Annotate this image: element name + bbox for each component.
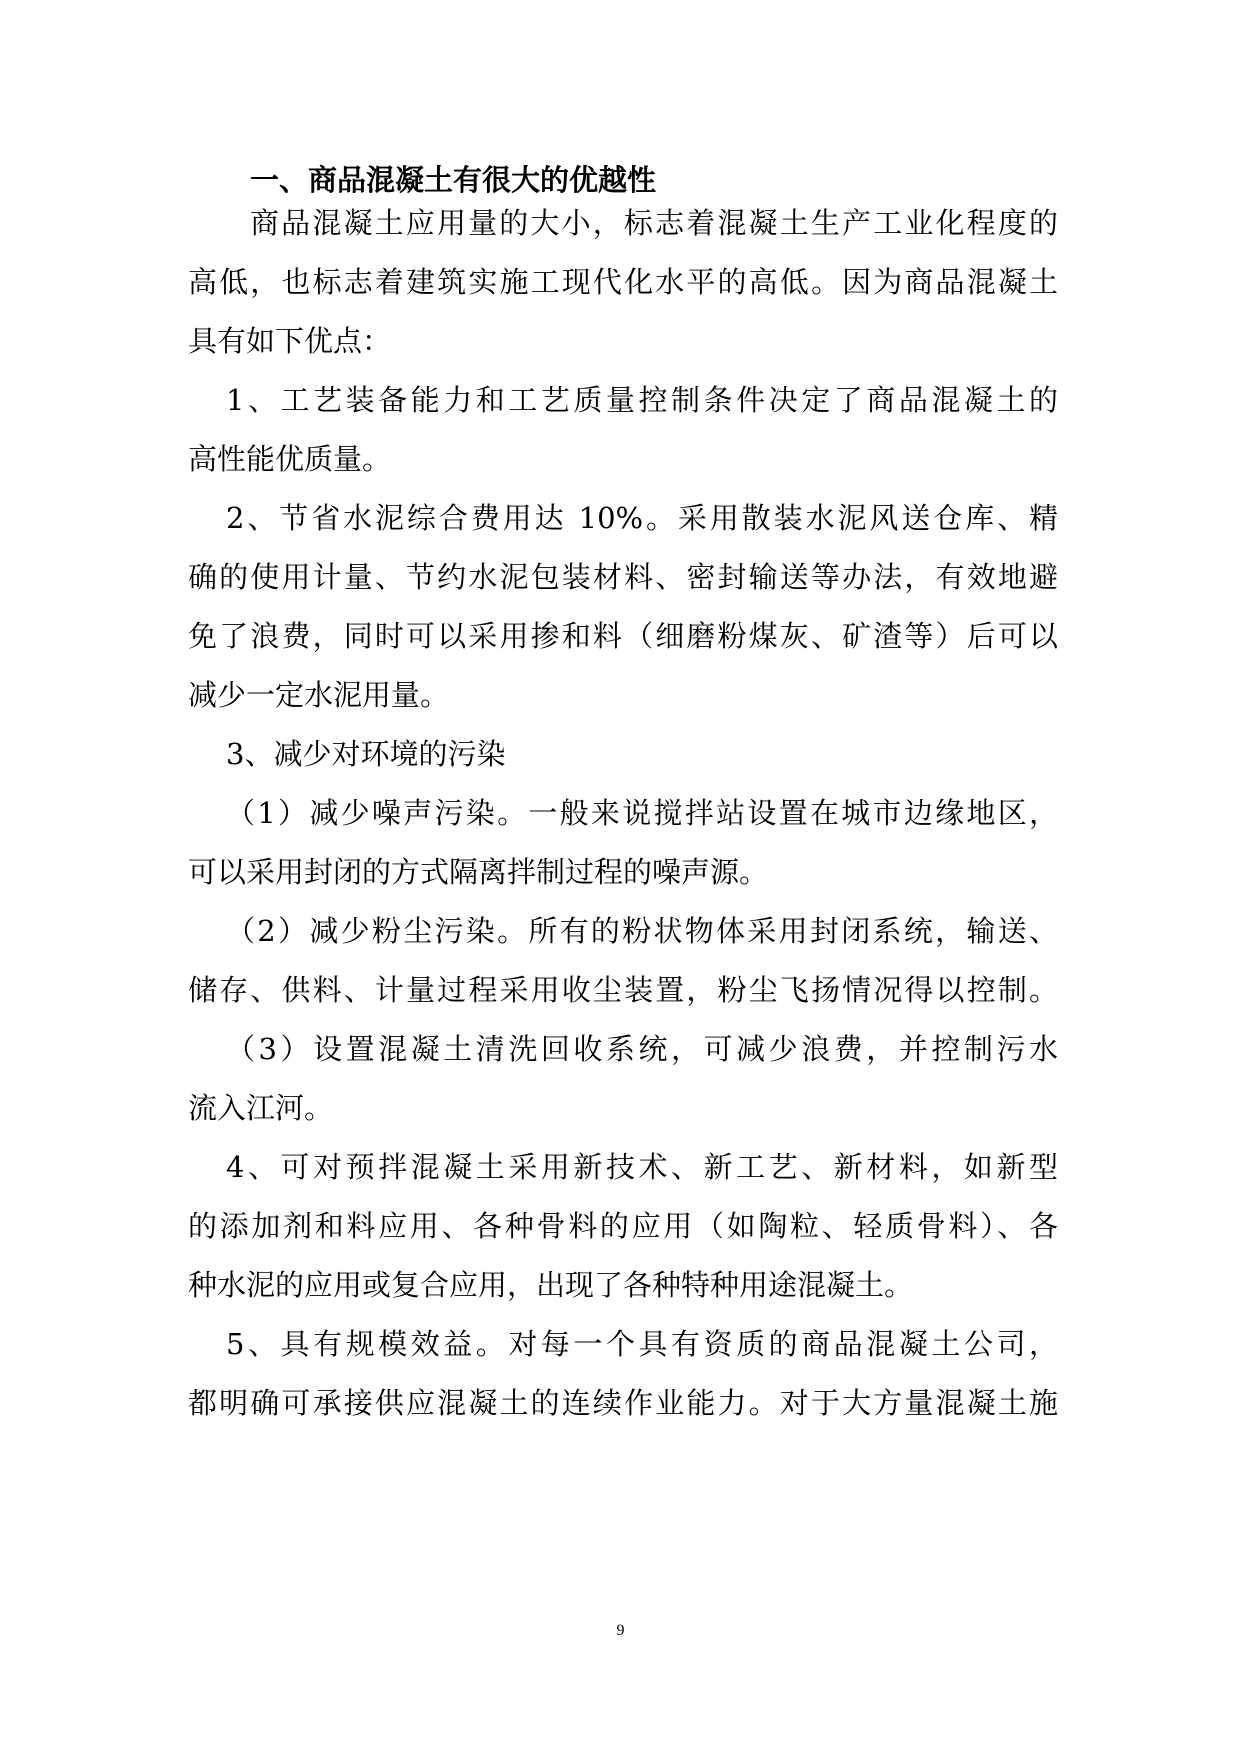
paragraph-line: （1）减少噪声污染。一般来说搅拌站设置在城市边缘地区， bbox=[226, 796, 1058, 830]
paragraph-line: 具有如下优点： bbox=[188, 324, 392, 358]
paragraph-line: 2、节省水泥综合费用达 10%。采用散装水泥风送仓库、精 bbox=[226, 501, 1058, 535]
paragraph-line: 确的使用计量、节约水泥包装材料、密封输送等办法，有效地避 bbox=[188, 560, 1058, 594]
paragraph-line: 高低，也标志着建筑实施工现代化水平的高低。因为商品混凝土 bbox=[188, 265, 1058, 299]
paragraph-line: 的添加剂和料应用、各种骨料的应用（如陶粒、轻质骨料）、各 bbox=[188, 1209, 1058, 1243]
paragraph-line: 商品混凝土应用量的大小，标志着混凝土生产工业化程度的 bbox=[250, 206, 1058, 240]
page-number: 9 bbox=[616, 1622, 625, 1639]
paragraph-line: 4、可对预拌混凝土采用新技术、新工艺、新材料，如新型 bbox=[226, 1150, 1058, 1184]
paragraph-line: 5、具有规模效益。对每一个具有资质的商品混凝土公司， bbox=[226, 1327, 1058, 1361]
paragraph-line: 高性能优质量。 bbox=[188, 442, 392, 476]
paragraph-line: 1、工艺装备能力和工艺质量控制条件决定了商品混凝土的 bbox=[226, 383, 1058, 417]
paragraph-line: （2）减少粉尘污染。所有的粉状物体采用封闭系统，输送、 bbox=[226, 914, 1058, 948]
paragraph-line: （3）设置混凝土清洗回收系统，可减少浪费，并控制污水 bbox=[226, 1032, 1058, 1066]
paragraph-line: 减少一定水泥用量。 bbox=[188, 678, 450, 712]
section-heading: 一、商品混凝土有很大的优越性 bbox=[250, 163, 657, 197]
paragraph-line: 3、减少对环境的污染 bbox=[226, 737, 506, 771]
paragraph-line: 种水泥的应用或复合应用，出现了各种特种用途混凝土。 bbox=[188, 1268, 914, 1302]
paragraph-line: 可以采用封闭的方式隔离拌制过程的噪声源。 bbox=[188, 855, 769, 889]
paragraph-line: 流入江河。 bbox=[188, 1091, 334, 1125]
paragraph-line: 储存、供料、计量过程采用收尘装置，粉尘飞扬情况得以控制。 bbox=[188, 973, 1058, 1007]
paragraph-line: 都明确可承接供应混凝土的连续作业能力。对于大方量混凝土施 bbox=[188, 1386, 1058, 1420]
paragraph-line: 免了浪费，同时可以采用掺和料（细磨粉煤灰、矿渣等）后可以 bbox=[188, 619, 1058, 653]
